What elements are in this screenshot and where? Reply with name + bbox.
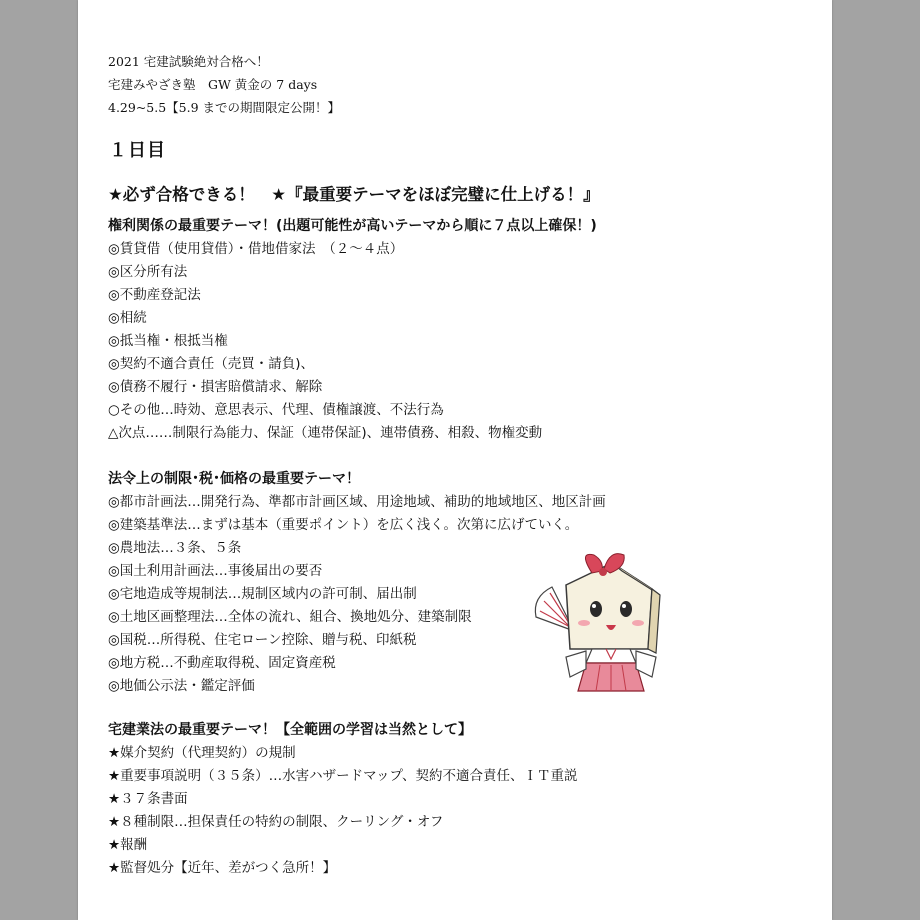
list-item: ◎宅地造成等規制法…規制区域内の許可制、届出制: [108, 586, 417, 602]
day-title: １日目: [109, 140, 166, 161]
list-item: ◎地価公示法・鑑定評価: [108, 678, 255, 694]
list-item: ◎債務不履行・損害賠償請求、解除: [108, 379, 323, 395]
list-item: ★３７条書面: [108, 791, 188, 807]
list-item: ◎地方税…不動産取得税、固定資産税: [108, 655, 336, 671]
section-title: 法令上の制限･税･価格の最重要テーマ！: [108, 471, 360, 487]
section-rights: [108, 215, 597, 445]
section-real-estate-business-law: [108, 719, 577, 880]
list-item: ★８種制限…担保責任の特約の制限、クーリング・オフ: [108, 814, 444, 830]
list-item: ◎契約不適合責任（売買・請負)、: [108, 356, 315, 372]
document-header: [108, 50, 340, 119]
list-item: ◎国土利用計画法…事後届出の要否: [108, 563, 323, 579]
list-item: ◎建築基準法…まずは基本（重要ポイント）を広く浅く。次第に広げていく。: [108, 517, 579, 533]
mascot-illustration: [530, 545, 670, 695]
list-item: ◎農地法…３条、５条: [108, 540, 242, 556]
section-title: 宅建業法の最重要テーマ！【全範囲の学習は当然として】: [108, 722, 472, 738]
section-title: 権利関係の最重要テーマ！(出題可能性が高いテーマから順に７点以上確保！): [108, 218, 597, 234]
list-item: ◎相続: [108, 310, 147, 326]
list-item: ◎抵当権・根抵当権: [108, 333, 228, 349]
header-line-1: 2021 宅建試験絶対合格へ！: [108, 54, 269, 69]
list-item: ◎賃貸借（使用貸借）・借地借家法 （２～４点）: [108, 241, 404, 257]
list-item: ◎不動産登記法: [108, 287, 201, 303]
list-item: ◎区分所有法: [108, 264, 188, 280]
list-item: ◎国税…所得税、住宅ローン控除、贈与税、印紙税: [108, 632, 417, 648]
list-item: ○その他…時効、意思表示、代理、債権譲渡、不法行為: [108, 402, 444, 418]
list-item: ★重要事項説明（３５条）…水害ハザードマップ、契約不適合責任、ＩＴ重説: [108, 768, 578, 784]
header-line-2: 宅建みやざき塾 GW 黄金の 7 days: [108, 77, 318, 92]
list-item: ◎都市計画法…開発行為、準都市計画区域、用途地域、補助的地域地区、地区計画: [108, 494, 606, 510]
header-line-3: 4.29~5.5【5.9 までの期間限定公開！】: [108, 100, 341, 115]
headline: ★必ず合格できる！ ★『最重要テーマをほぼ完璧に仕上げる！』: [108, 185, 600, 204]
list-item: ★媒介契約（代理契約）の規制: [108, 745, 296, 761]
list-item: ◎土地区画整理法…全体の流れ、組合、換地処分、建築制限: [108, 609, 472, 625]
list-item: ★監督処分【近年、差がつく急所！】: [108, 860, 337, 876]
list-item: △次点……制限行為能力、保証（連帯保証)、連帯債務、相殺、物権変動: [108, 425, 543, 441]
list-item: ★報酬: [108, 837, 148, 853]
